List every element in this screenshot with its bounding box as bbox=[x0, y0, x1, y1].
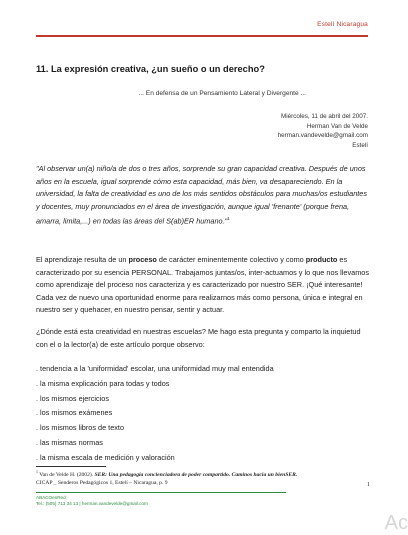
bold-term-proceso: proceso bbox=[128, 255, 157, 264]
quote-text: "Al observar un(a) niño/a de dos o tres años, sorprende su gran capacidad creativa. Después de unos años en la escuela, igual sorprende cómo esta capacidad, más bien, va desapareciendo. En la universidad, la falta de creatividad es uno de los más sentidos obstáculos para muchas/os estudiantes y docentes, muy pronunciados en el área de investigación, aunque igual 'frenante' (porque frena, amarra, limita,...) en todas las áreas del S(ab)ER humano." bbox=[36, 164, 367, 226]
list-item: . las mismas normas bbox=[36, 437, 103, 447]
footnote-ref: 1 bbox=[227, 216, 230, 222]
list-item: . los mismos ejercicios bbox=[36, 393, 109, 403]
opening-quote bbox=[36, 163, 372, 228]
list-item: . la misma explicación para todas y todos bbox=[36, 378, 170, 388]
footnote bbox=[36, 468, 297, 487]
footnote-number: 1 bbox=[36, 470, 38, 474]
article-meta bbox=[278, 112, 368, 150]
footnote-rule bbox=[36, 466, 106, 467]
footnote-book-title: SER: Una pedagogía concienciadora de poder compartido. Caminos hacia un bienSER. bbox=[94, 471, 298, 478]
paragraph-question: ¿Dónde está esta creatividad en nuestras escuelas? Me hago esta pregunta y comparto la inquietud con el o la lector(a) de este artículo porque observo: bbox=[36, 327, 361, 349]
paragraph-text: El aprendizaje resulta de un bbox=[36, 255, 129, 264]
page-footer bbox=[36, 495, 148, 507]
paragraph-learning bbox=[36, 254, 372, 317]
list-item: . los mismos libros de texto bbox=[36, 423, 124, 433]
article-title: 11. La expresión creativa, ¿un sueño o un derecho? bbox=[36, 64, 265, 74]
header-rule bbox=[36, 35, 368, 37]
observation-list bbox=[36, 362, 274, 466]
footer-contact: Tel.: (505) 713 34 13 | herman.vandevelde@gmail.com bbox=[36, 501, 148, 507]
article-subtitle: ... En defensa de un Pensamiento Lateral y Divergente ... bbox=[138, 90, 306, 97]
footnote-citation: Van de Velde H. (2002). bbox=[37, 471, 95, 478]
footnote-line-2: CICAP _ Senderos Pedagógicos 1, Estelí – Nicaragua, p. 9 bbox=[36, 479, 168, 486]
page-number: 1 bbox=[367, 482, 370, 488]
paragraph-text: de carácter eminentemente colectivo y como bbox=[156, 255, 306, 264]
footnote-line-1 bbox=[36, 468, 297, 479]
header-location: Estelí Nicaragua bbox=[317, 21, 368, 28]
article-email: herman.vandevelde@gmail.com bbox=[277, 132, 368, 140]
footer-rule bbox=[36, 492, 286, 493]
bold-term-producto: producto bbox=[305, 255, 338, 264]
footer-org: ABACOenRed bbox=[36, 495, 66, 500]
article-author: Herman Van de Velde bbox=[306, 122, 368, 130]
list-item: . los mismos exámenes bbox=[36, 408, 113, 418]
corner-watermark-text: Ac bbox=[384, 512, 408, 534]
paragraph-text: es caracterizado por su esencia PERSONAL. Trabajamos juntas/os, inter-actuamos y lo que nos llevamos como aprendizaje del proceso nos caracteriza y es caracterizado por nuestro SER. ¡Qué interesante! Cada vez de nuevo una oportunidad enorme para realizarnos más como persona, única e integral en nuestro ser y quehacer, en nuestro pensar, sentir y actuar. bbox=[36, 255, 369, 315]
article-place: Estelí bbox=[352, 141, 368, 149]
list-item: . la misma escala de medición y valoración bbox=[36, 452, 175, 462]
list-item: . tendencia a la 'uniformidad' escolar, una uniformidad muy mal entendida bbox=[36, 364, 274, 373]
article-date: Miércoles, 11 de abril del 2007. bbox=[280, 113, 368, 120]
